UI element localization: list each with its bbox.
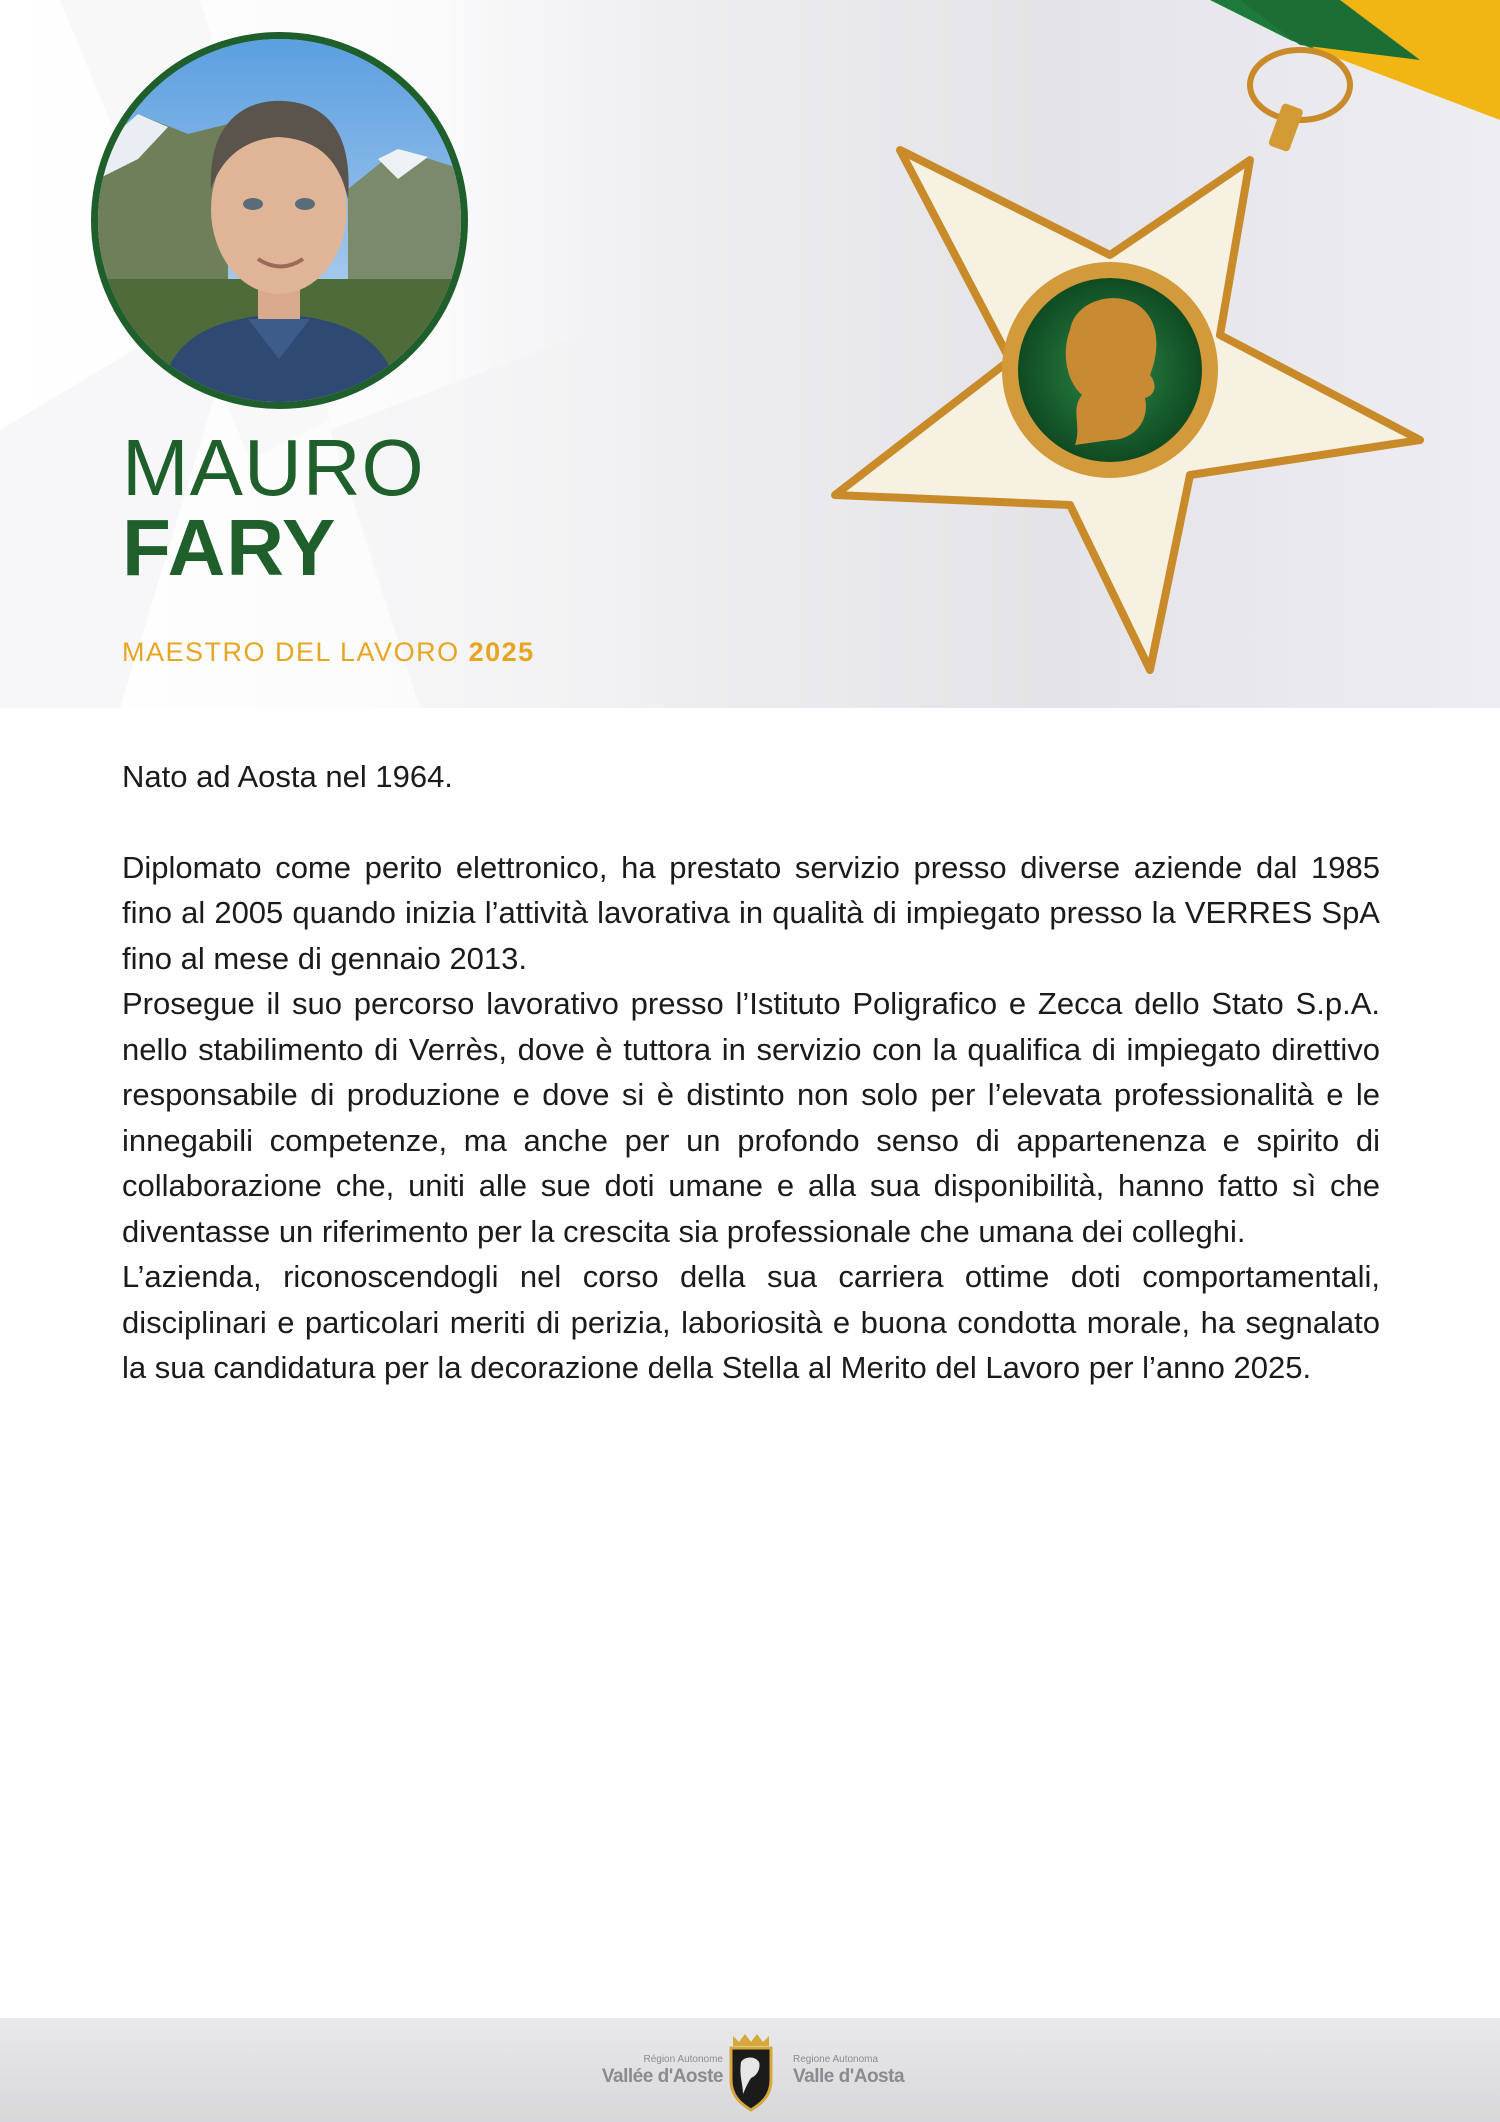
biography-text — [122, 754, 1380, 1391]
award-title: MAESTRO DEL LAVORO — [122, 637, 460, 667]
star-medal-image — [820, 0, 1500, 708]
logo-text-french — [602, 2032, 723, 2088]
award-year: 2025 — [468, 637, 535, 667]
award-subtitle — [122, 637, 535, 668]
region-logo — [595, 2032, 905, 2112]
portrait-photo — [91, 32, 468, 409]
header-banner — [0, 0, 1500, 708]
bio-paragraph-birth: Nato ad Aosta nel 1964. — [122, 759, 453, 794]
bio-paragraph-education: Diplomato come perito elettronico, ha prestato servizio presso diverse aziende dal 1985 fino al 2005 quando inizia l’attività lavorativa in qualità di impiegato presso la VERRES SpA fino al mese di gennaio 2013. — [122, 849, 1380, 976]
bio-paragraph-career: Prosegue il suo percorso lavorativo presso l’Istituto Poligrafico e Zecca dello Stato S.p.A. nello stabilimento di Verrès, dove è tuttora in servizio con la qualifica di impiegato direttivo responsabile di produzione e dove si è distinto non solo per l’elevata professionalità e le innegabili competenze, ma anche per un profondo senso di appartenenza e spirito di collaborazione che, uniti alle sue doti umane e alla sua disponibilità, hanno fatto sì che diventasse un riferimento per la crescita sia professionale che umana dei colleghi. — [122, 986, 1380, 1249]
bio-paragraph-award: L’azienda, riconoscendogli nel corso della sua carriera ottime doti comportamentali, disciplinari e particolari meriti di perizia, laboriosità e buona condotta morale, ha segnalato la sua candidatura per la decorazione della Stella al Merito del Lavoro per l’anno 2025. — [122, 1259, 1380, 1385]
crest-icon — [725, 2032, 777, 2112]
portrait-image — [98, 39, 461, 402]
logo-italian-big: Valle d'Aosta — [793, 2066, 905, 2087]
logo-italian-small: Regione Autonoma — [793, 2054, 879, 2065]
logo-french-small: Région Autonome — [643, 2054, 723, 2065]
last-name: FARY — [122, 503, 337, 592]
first-name: MAURO — [122, 423, 425, 512]
footer-bar — [0, 2018, 1500, 2122]
logo-french-big: Vallée d'Aoste — [601, 2066, 723, 2087]
logo-text-italian — [793, 2032, 904, 2088]
